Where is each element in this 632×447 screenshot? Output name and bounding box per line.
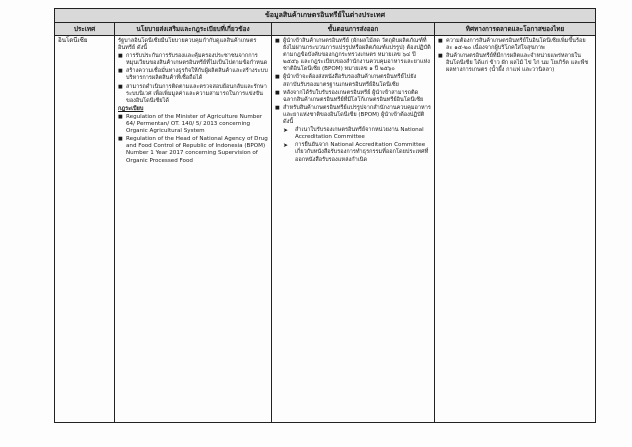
header-country: ประเทศ: [55, 23, 115, 36]
policy-bullet: ■ สามารถดำเนินการติดตามและตรวจสอบย้อนกลับและรักษาระบบนิเวศ เพื่อเพิ่มมูลค่าและความสามารถในการแข่งขันของอินโดนีเซียได้: [118, 84, 268, 105]
table-row: [55, 36, 596, 423]
arrow-right-icon: ➤: [283, 142, 289, 150]
rule-item: ■ Regulation of the Minister of Agriculture Number 64/ Permentan/ OT. 140/ 5/ 2013 concerning Organic Agricultural System: [118, 114, 268, 135]
policy-cell: [115, 36, 272, 423]
policy-bullet: ■ การรับประกันการรับรองและคุ้มครองประชาชนจากการหมุนเวียนของสินค้าเกษตรอินทรีย์ที่ไม่เป็นไปตามข้อกำหนด: [118, 53, 268, 67]
country-name: อินโดนีเซีย: [58, 37, 88, 44]
market-bullet: ■ ความต้องการสินค้าเกษตรอินทรีย์ในอินโดนีเซียเพิ่มขึ้นร้อยละ ๑๕-๒๐ เนื่องจากผู้บริโภคใส่ใจสุขภาพ: [438, 38, 592, 52]
step-bullet: ■ ผู้นำเข้าจะต้องส่งหนังสือรับรองสินค้าเกษตรอินทรีย์ไปยังสถาบันรับรองมาตรฐานเกษตรอินทรีย์อินโดนีเซีย: [275, 74, 431, 88]
step-sub-text: สำเนาใบรับรองเกษตรอินทรีย์จากหน่วยงาน National Accreditation Committee: [295, 127, 424, 141]
steps-cell: [272, 36, 435, 423]
table-title: ข้อมูลสินค้าเกษตรอินทรีย์ในต่างประเทศ: [55, 9, 596, 23]
step-bullet: ■ หลังจากได้รับใบรับรองเกษตรอินทรีย์ ผู้นำเข้าสามารถติดฉลากสินค้าเกษตรอินทรีย์ที่มีโลโก้เกษตรอินทรีย์อินโดนีเซีย: [275, 90, 431, 104]
header-steps: ขั้นตอนการส่งออก: [272, 23, 435, 36]
header-policy: นโยบายส่งเสริมและกฎระเบียบที่เกี่ยวข้อง: [115, 23, 272, 36]
table-header-row: [55, 23, 596, 36]
step-sub-item: [275, 127, 431, 141]
step-sub-item: [275, 142, 431, 163]
step-bullet: ■ ผู้นำเข้าสินค้าเกษตรอินทรีย์ (ผักผลไม้สด วัตถุดิบผลิตภัณฑ์ที่ยังไม่ผ่านกระบวนการแปรรูปหรือผลิตภัณฑ์แปรรูป) ต้องปฏิบัติตามกฎข้อบังคับของกฎกระทรวงเกษตร หมายเลข ๖๔ ปี ๒๕๕๖ และกฎระเบียบของสำนักงานควบคุมอาหารและยาแห่งชาติอินโดนีเซีย (BPOM) หมายเลข ๑ ปี ๒๕๖๐: [275, 38, 431, 73]
market-cell: [435, 36, 596, 423]
policy-intro: รัฐบาลอินโดนีเซียมีนโยบายควบคุมกำกับดูแลสินค้าเกษตรอินทรีย์ ดังนี้: [118, 38, 257, 52]
header-market: ทิศทางการตลาดและโอกาสของไทย: [435, 23, 596, 36]
rule-item: ■ Regulation of the Head of National Agency of Drug and Food Control of Republic of Indonesia (BPOM) Number 1 Year 2017 concerning Supervision of Organic Processed Food: [118, 136, 268, 164]
step-sub-text: การยืนยันจาก National Accreditation Committee เกี่ยวกับหนังสือรับรองการทำธุรกรรมที่ออกโดยประเทศที่ออกหนังสือรับรองแหล่งกำเนิด: [295, 142, 429, 163]
organic-products-table: [54, 8, 596, 423]
country-cell: [55, 36, 115, 423]
table-title-row: [55, 9, 596, 23]
market-bullet: ■ สินค้าเกษตรอินทรีย์ที่มีการผลิตและจำหน่ายแพร่หลายในอินโดนีเซีย ได้แก่ ข้าว ผัก ผลไม้ ไข่ ไก่ นม โยเกิร์ต และพืชผลทางการเกษตร (น้ำผึ้ง กาแฟ และวานิลลา): [438, 53, 592, 74]
rules-label: กฎระเบียบ: [118, 105, 144, 112]
policy-bullet: ■ สร้างความเชื่อมั่นทางธุรกิจให้กับผู้ผลิตสินค้าและสร้างระบบบริหารการผลิตสินค้าที่เชื่อถือได้: [118, 68, 268, 82]
step-bullet: ■ สำหรับสินค้าเกษตรอินทรีย์แปรรูปจากสำนักงานควบคุมอาหารและยาแห่งชาติของอินโดนีเซีย (BPOM) ผู้นำเข้าต้องปฏิบัติดังนี้: [275, 105, 431, 126]
arrow-right-icon: ➤: [283, 127, 289, 135]
